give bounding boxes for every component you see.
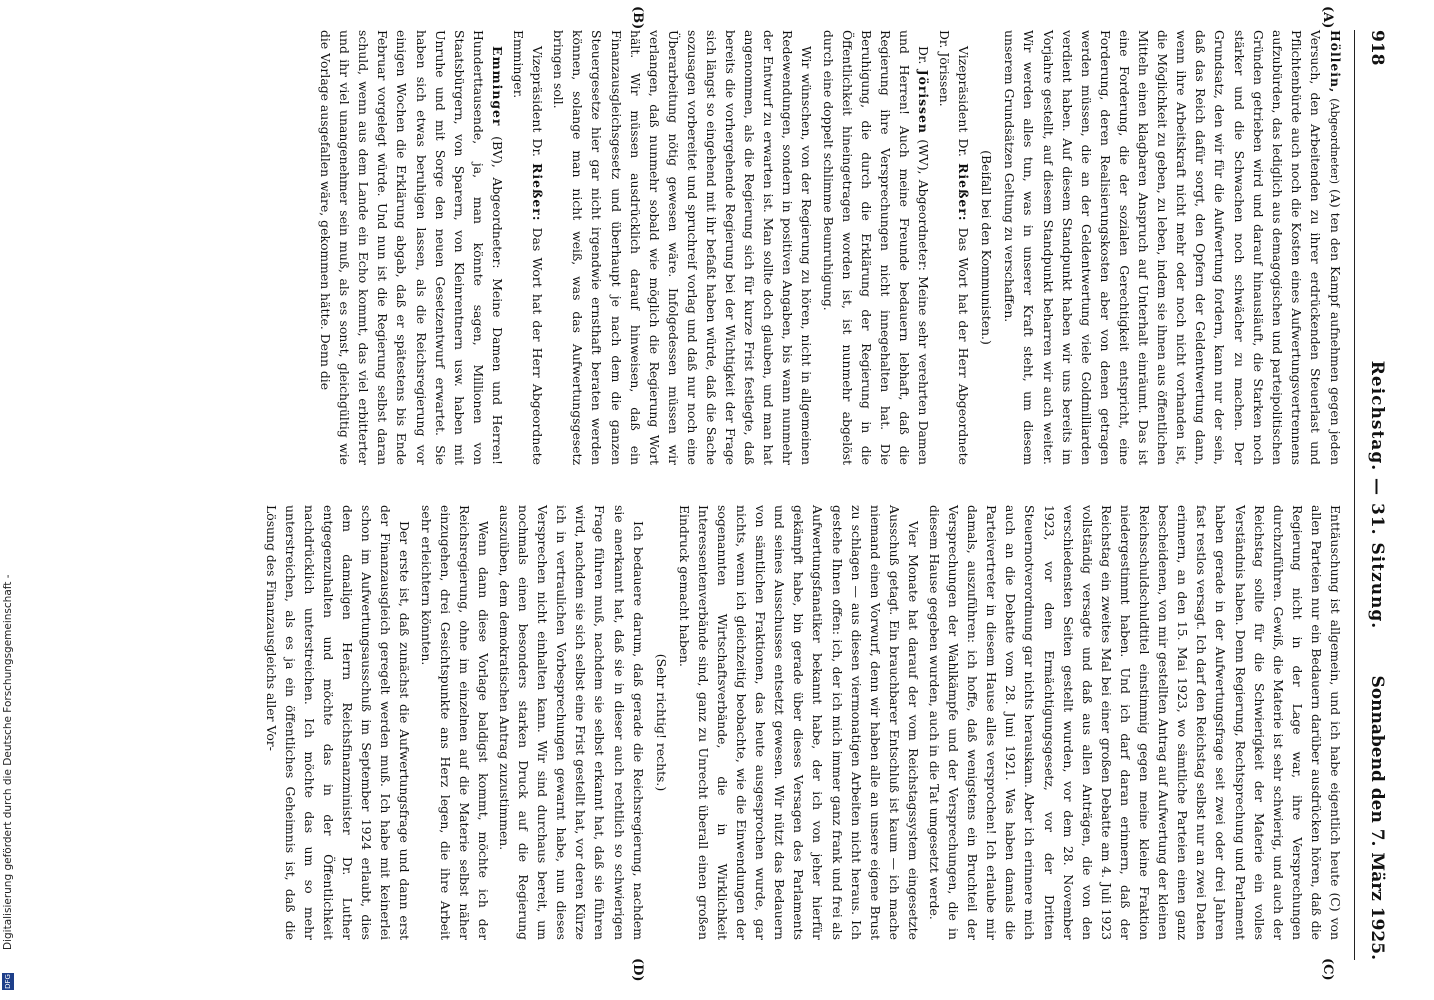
- page-number: 918: [1367, 30, 1387, 66]
- paragraph: Wenn dann diese Vorlage baldigst kommt, möchte ich der Reichsregierung, ohne im einzelnen auf die Materie selbst näher einzugehen, drei Gesichtspunkte ans Herz legen, die ihre Arbeit sehr erleichtern könnten.: [418, 505, 491, 940]
- paragraph-text: Das Wort hat der Herr Abgeordnete Emminger.: [511, 30, 546, 465]
- margin-marker-c: (C): [1320, 958, 1335, 981]
- speaker-name: Rießer:: [530, 163, 546, 222]
- paragraph-text: (WV), Abgeordneter: Meine sehr verehrten Damen und Herren! Auch meine Freunde bedauern lebhaft, daß die Regierung ihre Versprechungen nicht innegehalten hat. Die Beruhigung, die durch die Erklärung der Regierung in die Öffentlichkeit hineingetragen worden ist, ist nunmehr abgelöst durch eine doppelt schlimme Beunruhigung.: [820, 30, 932, 465]
- paragraph: Enttäuschung ist allgemein, und ich habe eigentlich heute (C) von allen Parteien nur ein Bedauern darüber ausdrücken hören, daß die Regierung nicht in der Lage war, ihre Versprechungen durchzuführen. Gewiß, die Materie ist sehr schwierig, und auch der Reichstag sollte für die Schwierigkeit der Materie ein volles Verständnis haben. Denn Regierung, Rechtsprechung und Parlament haben gerade in der Aufwertungsfrage seit zwei oder drei Jahren fast restlos versagt. Ich darf den Reichstag selbst nur an zwei Daten erinnern, an den 15. Mai 1923, wo sämtliche Parteien einen ganz bescheidenen, von mir gestellten Antrag auf Aufwertung der kleinen Reichsschuldschuldtitel einstimmig gegen meine kleine Fraktion niedergestimmt haben. Und ich darf daran erinnern, daß der Reichstag ein zweites Mal bei einer großen Debatte am 4. Juli 1923 vollständig versagte und daß aus allen Anträgen, die von den verschiedensten Seiten gestellt wurden, vor dem 28. November 1923, vor dem Ermächtigungsgesetz, vor der Dritten Steuernotverordnung gar nichts herauskam. Aber ich erinnere mich auch an die Debatte vom 28. Juni 1921. Was haben damals die Parteivertreter in diesem Hause alles versprochen! Ich erlaube mir damals, auszuführen: ich hoffe, daß wenigstens ein Bruchteil der Versprechungen der Wahlkämpfe und der Versprechungen, die in diesem Hause gegeben wurden, auch in die Tat umgesetzt werde.: [927, 505, 1343, 940]
- applause-note: (Sehr richtig! rechts.): [653, 653, 669, 792]
- applause-note: (Beifall bei den Kommunisten.): [979, 150, 995, 345]
- header-date: Sonnabend den 7. März 1925.: [1367, 675, 1387, 960]
- speaker-name: Emminger: [489, 46, 505, 127]
- paragraph: [509, 30, 547, 465]
- speaker-role: (Abgeordneter): [1328, 98, 1341, 185]
- margin-marker-d: (D): [630, 958, 645, 982]
- paragraph: Der erste ist, daß zunächst die Aufwertungsfrage und dann erst der Finanzausgleich geregelt werden muß. Ich habe mit keinerlei schon im Aufwertungsausschuß im September 1924 erlaubt, dies dem damaligen Herrn Reichsfinanzminister Dr. Luther entgegenzuhalten und möchte das in der Öffentlichkeit nachdrücklich unterstreichen. Ich möchte das um so mehr unterstreichen, als es ja ein öffentliches Geheimnis ist, daß die Lösung des Finanzausgleichs aller Vor-: [263, 505, 413, 940]
- paragraph: [818, 30, 933, 465]
- paragraph-text: Das Wort hat der Herr Abgeordnete Dr. Jörissen.: [937, 30, 972, 465]
- paragraph-text: (A) ten den Kampf aufnehmen gegen jeden Versuch, den Arbeitenden zu ihrer erdrückenden Steuerlast und Pflichtenbürde auch noch die Kosten eines Aufwertungsvertrennens aufzubürden, das lediglich aus demagogischen und parteipolitischen Gründen getrieben wird und darauf hinausläuft, die Starken noch stärker und die Schwachen noch schwächer zu machen. Der Grundsatz, den wir für die Aufwertung fordern, kann nur der sein, daß das Reich dafür sorgt, den Opfern der Geldentwertung dann, wenn ihre Arbeitskraft nicht mehr oder noch nicht vorhanden ist, die Möglichkeit zu geben, zu leben, indem sie ihnen aus öffentlichen Mitteln einen klagbaren Anspruch auf Unterhalt einräumt. Das ist eine Forderung, die der sozialen Gerechtigkeit entspricht, eine Forderung, deren Realisierungskosten aber von denen getragen werden müssen, die an der Geldentwertung viele Goldmilliarden verdient haben. Auf diesem Standpunkt haben wir uns bereits im Vorjahre gestellt, auf diesem Standpunkt beharren wir auch weiter. Wir werden alles tun, was in unserer Kraft steht, um diesem unserem Grundsätzen Geltung zu verschaffen.: [1002, 30, 1343, 465]
- paragraph: Vier Monate hat darauf der vom Reichstagssystem eingesetzte Ausschuß getagt. Ein brauchbarer Entschluß ist kaum — ich mache niemand einen Vorwurf, denn wir haben alle an unsere eigene Brust zu schlagen — aus diesen viermonatigen Arbeiten nicht heraus. Ich gestehe Ihnen offen: ich, der ich mich immer ganz frank und frei als Aufwertungsfanatiker bekannt habe, der ich von jeher hierfür gekämpft habe, bin gerade über dieses Versagen des Parlaments und seines Ausschusses entsetzt gewesen. Wir nützt das Bedauern von sämtlichen Fraktionen, das heute ausgesprochen wurde, gar nichts, wenn ich gleichzeitig beobachte, wie die Einwendungen der sogenannten Wirtschaftsverbände, die in Wirklichkeit Interessentenverbände sind, ganz zu Unrecht überall einen großen Eindruck gemacht haben.: [676, 505, 921, 940]
- speaker-title: Dr.: [916, 46, 932, 65]
- header-title: Reichstag. — 31. Sitzung.: [1367, 360, 1387, 630]
- paragraph: [935, 30, 973, 465]
- paragraph: Ich bedauere darum, daß gerade die Reichsregierung, nachdem sie anerkannt hat, daß sie in dieser auch rechtlich so schwierigen Frage führen muß, nachdem sie selbst erkannt hat, daß sie führen wird, nachdem sie sich selbst eine Frist gestellt hat, vor deren Kürze ich in vertraulichen Vorbesprechungen gewarnt habe, nun dieses Versprechen nicht einhalten kann. Wir sind durchaus bereit, um nochmals einen besonders starken Druck auf die Regierung auszuüben, dem demokratischen Antrag zuzustimmen.: [496, 505, 646, 940]
- speaker-name: Höllein,: [1328, 30, 1343, 94]
- paragraph: [316, 30, 507, 465]
- dfg-logo: DFG: [4, 974, 12, 989]
- speaker-name: Jörissen: [916, 69, 932, 134]
- margin-marker-b: (B): [630, 6, 645, 30]
- speaker-name: Rießer:: [956, 163, 972, 222]
- paragraph: Wir wünschen, von der Regierung zu hören, nicht in allgemeinen Redewendungen, sondern in positiven Angaben, bis wann nunmehr der Entwurf zu erwarten ist. Man sollte doch glauben, und man hat angenommen, als die Regierung sich für kurze Frist festlegte, daß bereits die vorhergehende Regierung bei der Wichtigkeit der Frage sich längst so eingehend mit ihr befaßt haben würde, daß die Sache sozusagen vorbereitet und spruchreif vorlag und daß nur noch eine Überarbeitung nötig gewesen wäre. Infolgedessen müssen wir verlangen, daß nunmehr sobald wie möglich die Regierung Wort hält. Wir müssen ausdrücklich darauf hinweisen, daß ein Finanzausgleichsgesetz und überhaupt je nach dem die ganzen Steuergesetze hier gar nicht irgendwie ernsthaft beraten werden können, solange man nicht weiß, was das Aufwertungsgesetz bringen soll.: [551, 30, 815, 465]
- paragraph: [1000, 30, 1345, 465]
- digitization-note: Digitalisierung gefördert durch die Deutsche Forschungsgemeinschaft -: [2, 574, 14, 950]
- speaker-title: Vizepräsident Dr.: [530, 46, 546, 157]
- left-column: [314, 30, 1345, 465]
- right-column: [260, 505, 1345, 940]
- paragraph-text: (BV), Abgeordneter: Meine Damen und Herren! Hunderttausende, ja, man könnte sagen, Millionen von Staatsbürgern, von Sparern, von Kleinrentnern usw. haben mit Unruhe und mit Sorge den neuen Gesetzentwurf erwartet. Sie haben sich etwas beruhigen lassen, als die Reichsregierung vor einigen Wochen die Erklärung abgab, daß er spätestens bis Ende Februar vorgelegt würde. Und nun ist die Regierung selbst daran schuld, wenn aus dem Lande ein Echo kommt, das viel erbitterter und ihr viel unangenehmer sein muß, als es sonst, gleichgültig wie die Vorlage ausgefallen wäre, gekommen hätte. Denn die: [318, 30, 505, 465]
- margin-marker-a: (A): [1320, 6, 1335, 29]
- page-header: [1354, 30, 1395, 960]
- speaker-title: Vizepräsident Dr.: [956, 46, 972, 157]
